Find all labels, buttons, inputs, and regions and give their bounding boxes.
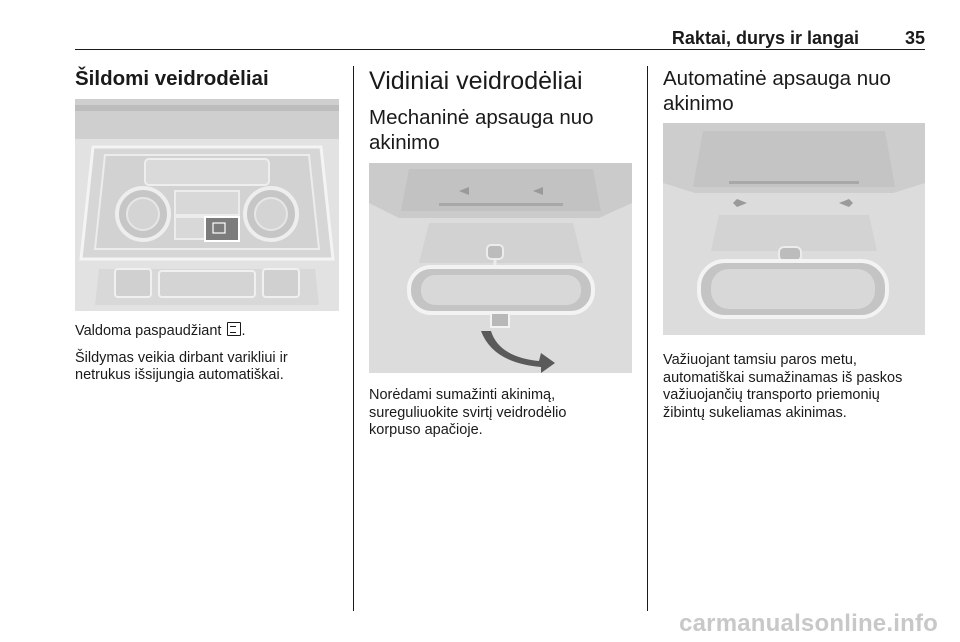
auto-antiglare-heading-line-1: Automatinė apsauga nuo — [663, 67, 891, 90]
caption-1-text: Valdoma paspaudžiant — [75, 323, 222, 339]
interior-mirrors-heading: Vidiniai veidrodėliai — [369, 67, 583, 95]
mechanical-mirror-figure — [369, 163, 632, 373]
column-divider-2 — [647, 66, 648, 611]
right-text-line-3: važiuojančių transporto priemonių — [663, 387, 880, 403]
right-text-line-1: Važiuojant tamsiu paros metu, — [663, 352, 857, 368]
mechanical-antiglare-heading-line-2: akinimo — [369, 131, 440, 154]
middle-column — [369, 66, 639, 155]
heated-mirrors-heading: Šildomi veidrodėliai — [75, 67, 269, 90]
watermark: carmanualsonline.info — [679, 610, 938, 637]
heated-mirror-control-figure — [75, 99, 339, 311]
left-column — [75, 66, 343, 91]
middle-text-block — [369, 387, 639, 440]
auto-antiglare-heading-line-2: akinimo — [663, 92, 734, 115]
automatic-mirror-figure — [663, 123, 925, 335]
page-header — [75, 26, 925, 50]
middle-text-line-1: Norėdami sumažinti akinimą, — [369, 387, 556, 403]
page-number: 35 — [904, 28, 925, 48]
left-caption-2-line-1: Šildymas veikia dirbant varikliui ir — [75, 349, 288, 366]
left-caption-1 — [75, 322, 343, 341]
column-divider-1 — [353, 66, 354, 611]
left-caption-block — [75, 322, 343, 385]
left-caption-2-line-2: netrukus išsijungia automatiškai. — [75, 367, 284, 383]
right-column — [663, 66, 933, 116]
middle-text-line-2: sureguliuokite svirtį veidrodėlio — [369, 404, 567, 421]
header-rule — [75, 49, 925, 50]
right-text-block — [663, 352, 933, 422]
heated-mirror-icon — [227, 322, 241, 336]
mechanical-antiglare-heading-line-1: Mechaninė apsauga nuo — [369, 106, 594, 129]
right-text-line-4: žibintų sukeliamas akinimas. — [663, 404, 847, 421]
caption-1-end: . — [241, 323, 246, 339]
right-text-line-2: automatiškai sumažinamas iš paskos — [663, 369, 903, 386]
middle-text-line-3: korpuso apačioje. — [369, 422, 483, 438]
section-title: Raktai, durys ir langai — [671, 28, 859, 48]
